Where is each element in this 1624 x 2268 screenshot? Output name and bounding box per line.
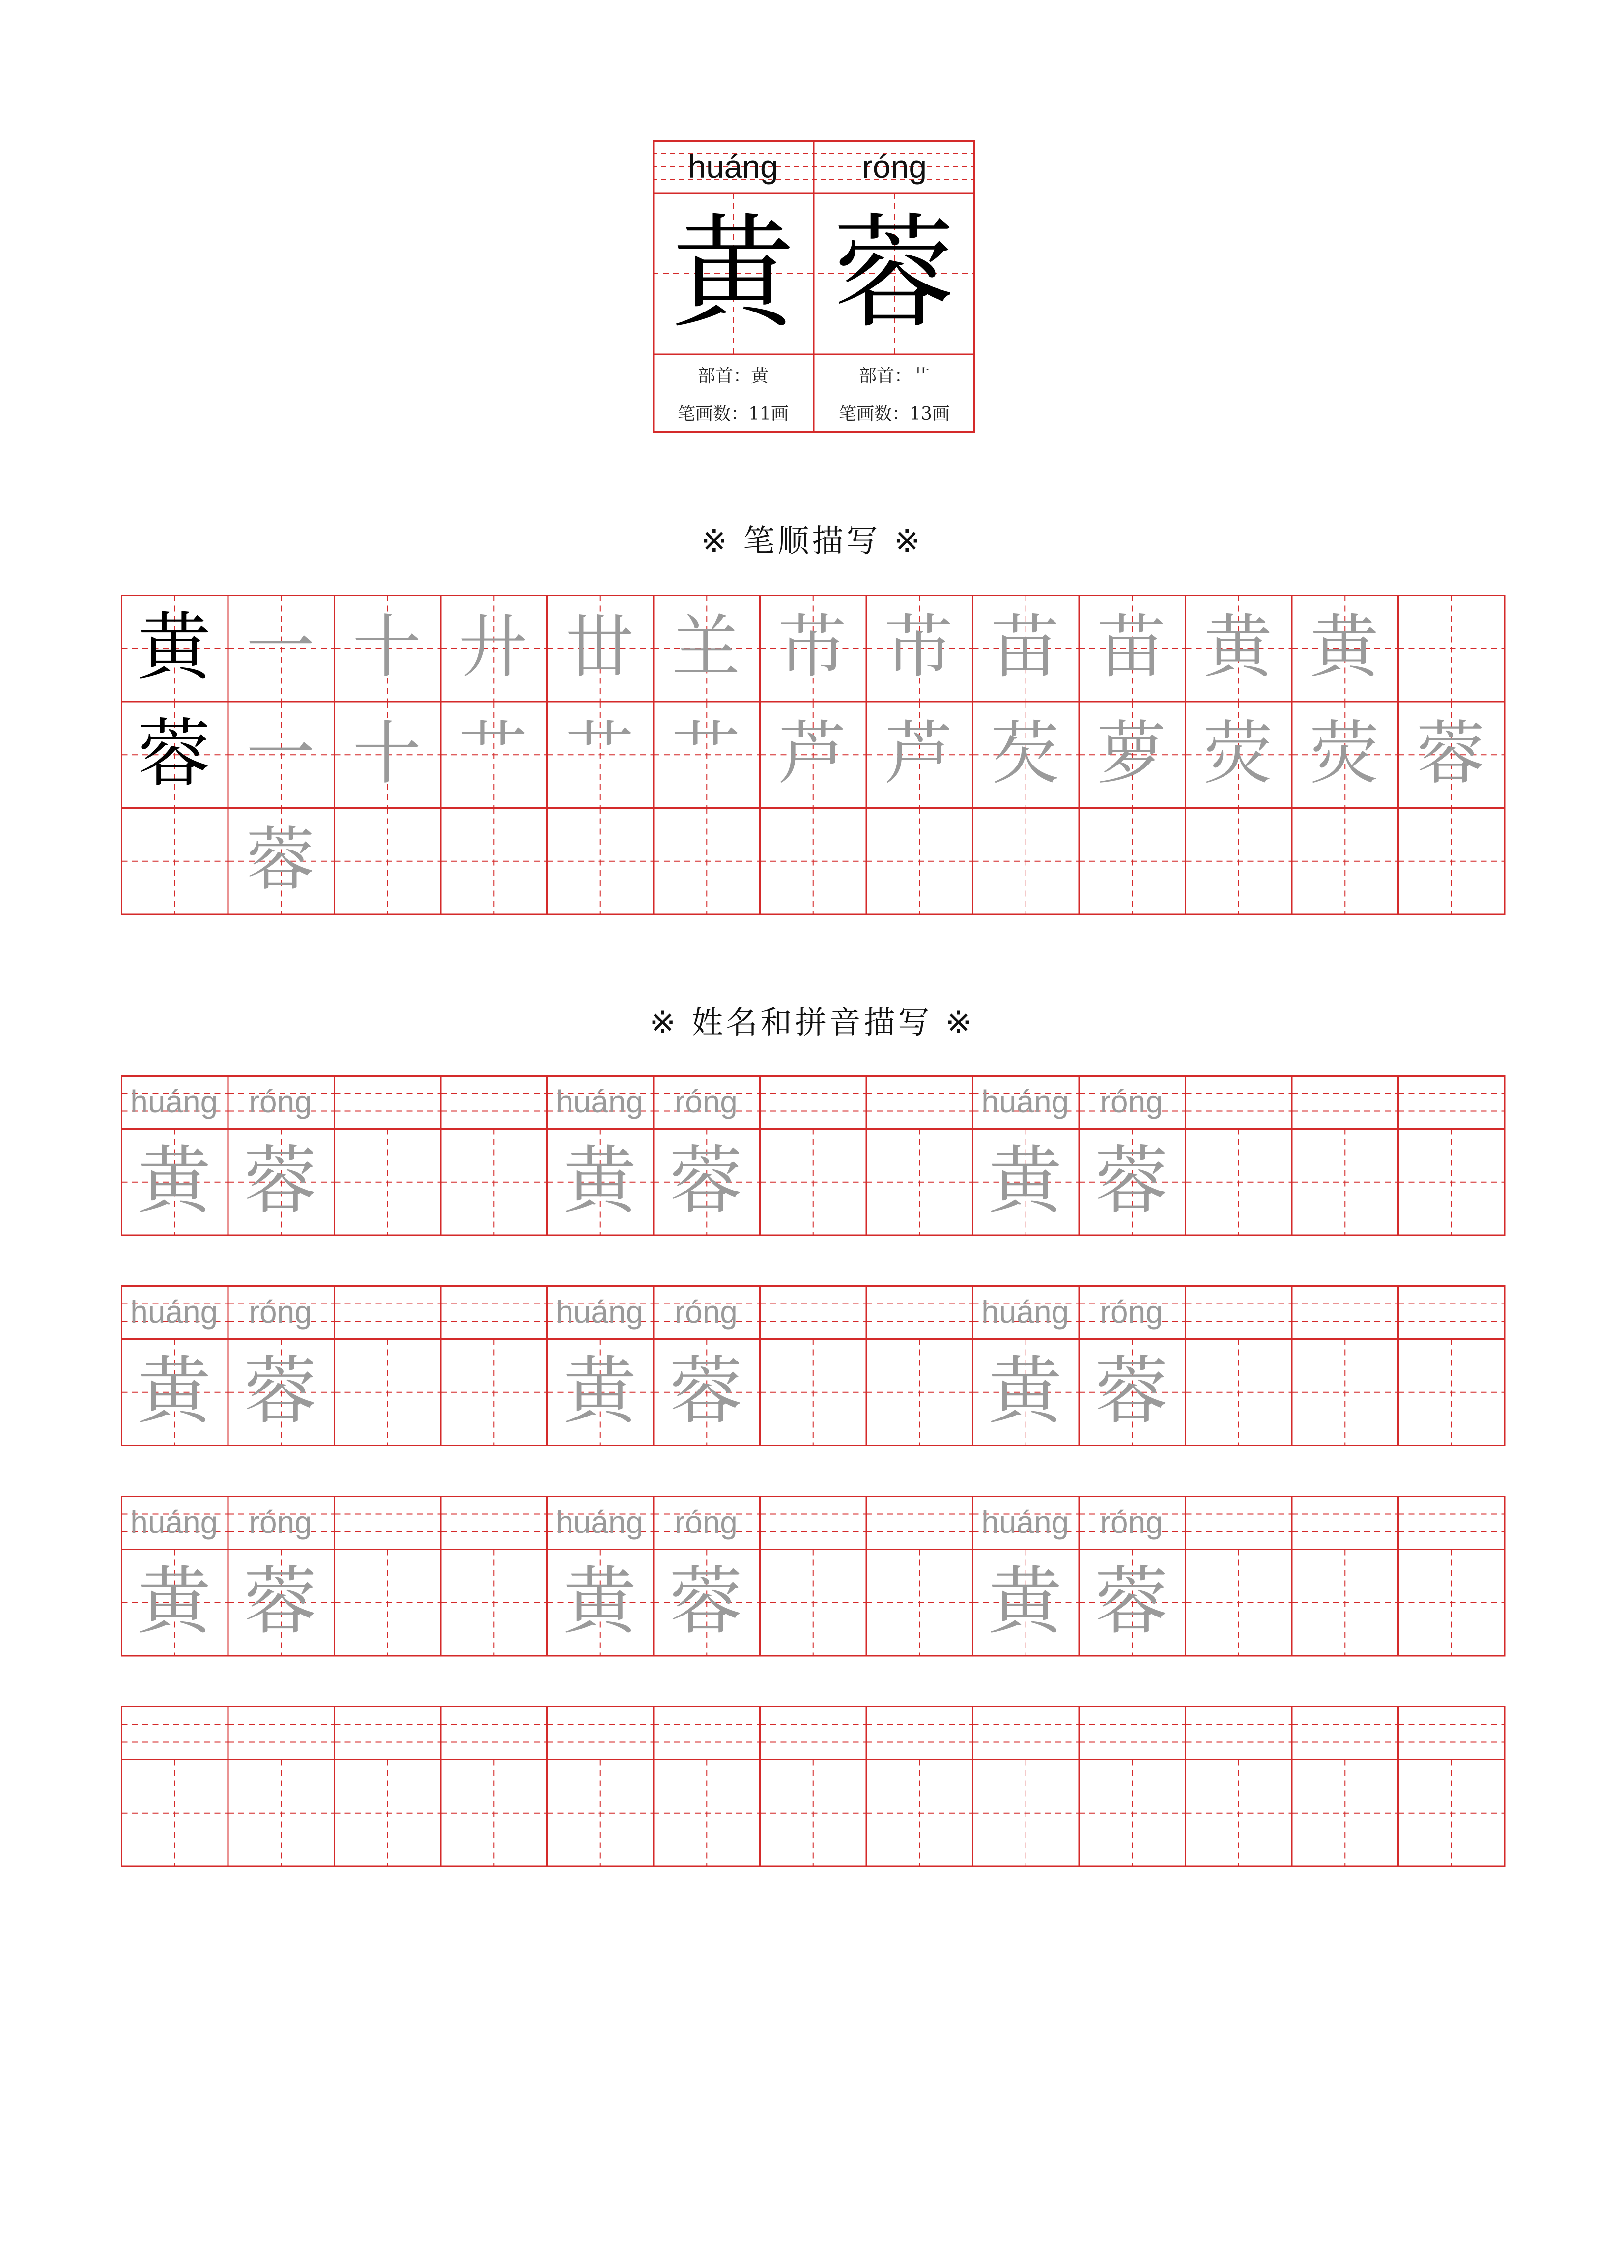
strokes-label: 笔画数： — [678, 404, 749, 424]
header-radical-line — [653, 367, 814, 386]
pinyin-band — [1292, 1286, 1398, 1339]
header-strokes-line — [653, 404, 814, 424]
stroke-step-character: 苗 — [1097, 607, 1166, 687]
trace-pinyin: huáng — [981, 1504, 1069, 1540]
pinyin-band — [1292, 1707, 1398, 1760]
trace-block — [121, 1285, 1504, 1445]
trace-character: 黄 — [563, 1138, 637, 1224]
pinyin-band — [1398, 1707, 1505, 1760]
pinyin-band — [866, 1497, 973, 1550]
trace-pinyin: huáng — [981, 1294, 1069, 1330]
trace-character: 黄 — [137, 1138, 211, 1224]
header-pinyin: róng — [861, 148, 927, 185]
trace-pinyin: huáng — [556, 1294, 644, 1330]
pinyin-band — [866, 1286, 973, 1339]
pinyin-band — [973, 1707, 1080, 1760]
radical-label: 部首： — [697, 366, 751, 386]
trace-pinyin: huáng — [130, 1084, 218, 1119]
trace-character: 蓉 — [1094, 1138, 1168, 1224]
stroke-step-character: 黄 — [1310, 607, 1379, 687]
pinyin-band — [1186, 1707, 1292, 1760]
stroke-step-character: 廾 — [458, 607, 528, 687]
trace-pinyin: róng — [1100, 1294, 1163, 1330]
pinyin-band — [866, 1707, 973, 1760]
pinyin-band — [335, 1076, 441, 1129]
stroke-step-character: 荧 — [1310, 713, 1379, 794]
trace-character: 蓉 — [1094, 1559, 1168, 1644]
pinyin-band — [760, 1286, 867, 1339]
pinyin-band — [760, 1076, 867, 1129]
stroke-step-character: 十 — [352, 607, 422, 687]
trace-character: 黄 — [563, 1559, 637, 1644]
trace-pinyin: róng — [674, 1294, 738, 1330]
header-character: 蓉 — [833, 202, 956, 345]
trace-character: 蓉 — [669, 1349, 743, 1434]
stroke-section-title: ※ 笔顺描写 ※ — [701, 523, 923, 560]
trace-character: 蓉 — [243, 1349, 317, 1434]
stroke-step-character: 黄 — [1203, 607, 1273, 687]
stroke-grid-box — [121, 595, 1504, 914]
trace-character: 黄 — [988, 1138, 1062, 1224]
stroke-step-character: 萝 — [1097, 713, 1166, 794]
blank-block — [121, 1706, 1504, 1866]
stroke-step-character: 一 — [246, 607, 315, 687]
pinyin-band — [547, 1707, 654, 1760]
trace-character: 黄 — [988, 1349, 1062, 1434]
strokes-value: 13画 — [910, 404, 950, 424]
grid-lines — [121, 1706, 1506, 1868]
name-section-title: ※ 姓名和拼音描写 ※ — [649, 1005, 975, 1041]
trace-pinyin: huáng — [981, 1084, 1069, 1119]
pinyin-band — [441, 1497, 547, 1550]
trace-character: 黄 — [137, 1349, 211, 1434]
trace-pinyin: huáng — [556, 1084, 644, 1119]
pinyin-band — [122, 1707, 228, 1760]
strokes-value: 11画 — [748, 404, 789, 424]
header-card-box — [653, 140, 975, 433]
pinyin-band — [654, 1707, 760, 1760]
pinyin-band — [1186, 1286, 1292, 1339]
pinyin-band — [866, 1076, 973, 1129]
stroke-step-character: 十 — [352, 713, 422, 794]
trace-block — [121, 1496, 1504, 1655]
pinyin-band — [335, 1707, 441, 1760]
trace-character: 蓉 — [669, 1138, 743, 1224]
trace-character: 蓉 — [243, 1138, 317, 1224]
stroke-step-character: 一 — [246, 713, 315, 794]
header-radical-line — [814, 367, 975, 386]
stroke-step-character: 艹 — [671, 713, 741, 794]
pinyin-band — [335, 1497, 441, 1550]
trace-pinyin: róng — [1100, 1504, 1163, 1540]
stroke-step-character: 芦 — [778, 713, 847, 794]
stroke-step-character: 蓉 — [246, 820, 315, 900]
trace-pinyin: huáng — [556, 1504, 644, 1540]
pinyin-band — [228, 1707, 335, 1760]
pinyin-band — [441, 1707, 547, 1760]
trace-character: 蓉 — [1094, 1349, 1168, 1434]
pinyin-band — [1292, 1076, 1398, 1129]
radical-value: 黄 — [751, 366, 769, 386]
radical-value: 艹 — [912, 366, 930, 386]
header-strokes-line — [814, 404, 975, 424]
stroke-step-character: 艹 — [458, 713, 528, 794]
pinyin-band — [441, 1076, 547, 1129]
radical-label: 部首： — [858, 366, 912, 386]
trace-character: 蓉 — [669, 1559, 743, 1644]
pinyin-band — [1292, 1497, 1398, 1550]
stroke-step-character: 艹 — [565, 713, 634, 794]
pinyin-band — [1186, 1076, 1292, 1129]
trace-pinyin: róng — [249, 1504, 312, 1540]
trace-pinyin: róng — [674, 1084, 738, 1119]
pinyin-band — [441, 1286, 547, 1339]
header-character: 黄 — [672, 202, 795, 345]
trace-character: 黄 — [563, 1349, 637, 1434]
stroke-step-character: 芡 — [991, 713, 1060, 794]
trace-pinyin: róng — [674, 1504, 738, 1540]
pinyin-band — [1398, 1286, 1505, 1339]
trace-pinyin: huáng — [130, 1294, 218, 1330]
trace-character: 黄 — [988, 1559, 1062, 1644]
pinyin-band — [760, 1497, 867, 1550]
stroke-step-character: 蓉 — [1416, 713, 1485, 794]
stroke-step-character: 芇 — [778, 607, 847, 687]
pinyin-band — [335, 1286, 441, 1339]
trace-character: 黄 — [137, 1559, 211, 1644]
trace-pinyin: róng — [1100, 1084, 1163, 1119]
stroke-model-character: 黄 — [137, 605, 211, 690]
stroke-step-character: 芦 — [884, 713, 953, 794]
trace-pinyin: róng — [249, 1294, 312, 1330]
trace-character: 蓉 — [243, 1559, 317, 1644]
trace-pinyin: róng — [249, 1084, 312, 1119]
pinyin-band — [1079, 1707, 1186, 1760]
pinyin-band — [1398, 1497, 1505, 1550]
stroke-model-character: 蓉 — [137, 711, 211, 797]
stroke-step-character: 芇 — [884, 607, 953, 687]
strokes-label: 笔画数： — [839, 404, 910, 424]
stroke-step-character: 丗 — [565, 607, 634, 687]
pinyin-band — [760, 1707, 867, 1760]
header-pinyin: huáng — [688, 148, 778, 185]
stroke-step-character: 苗 — [991, 607, 1060, 687]
trace-pinyin: huáng — [130, 1504, 218, 1540]
stroke-step-character: 𦍌 — [671, 607, 741, 687]
trace-block — [121, 1075, 1504, 1235]
stroke-step-character: 荧 — [1203, 713, 1273, 794]
pinyin-band — [1398, 1076, 1505, 1129]
pinyin-band — [1186, 1497, 1292, 1550]
